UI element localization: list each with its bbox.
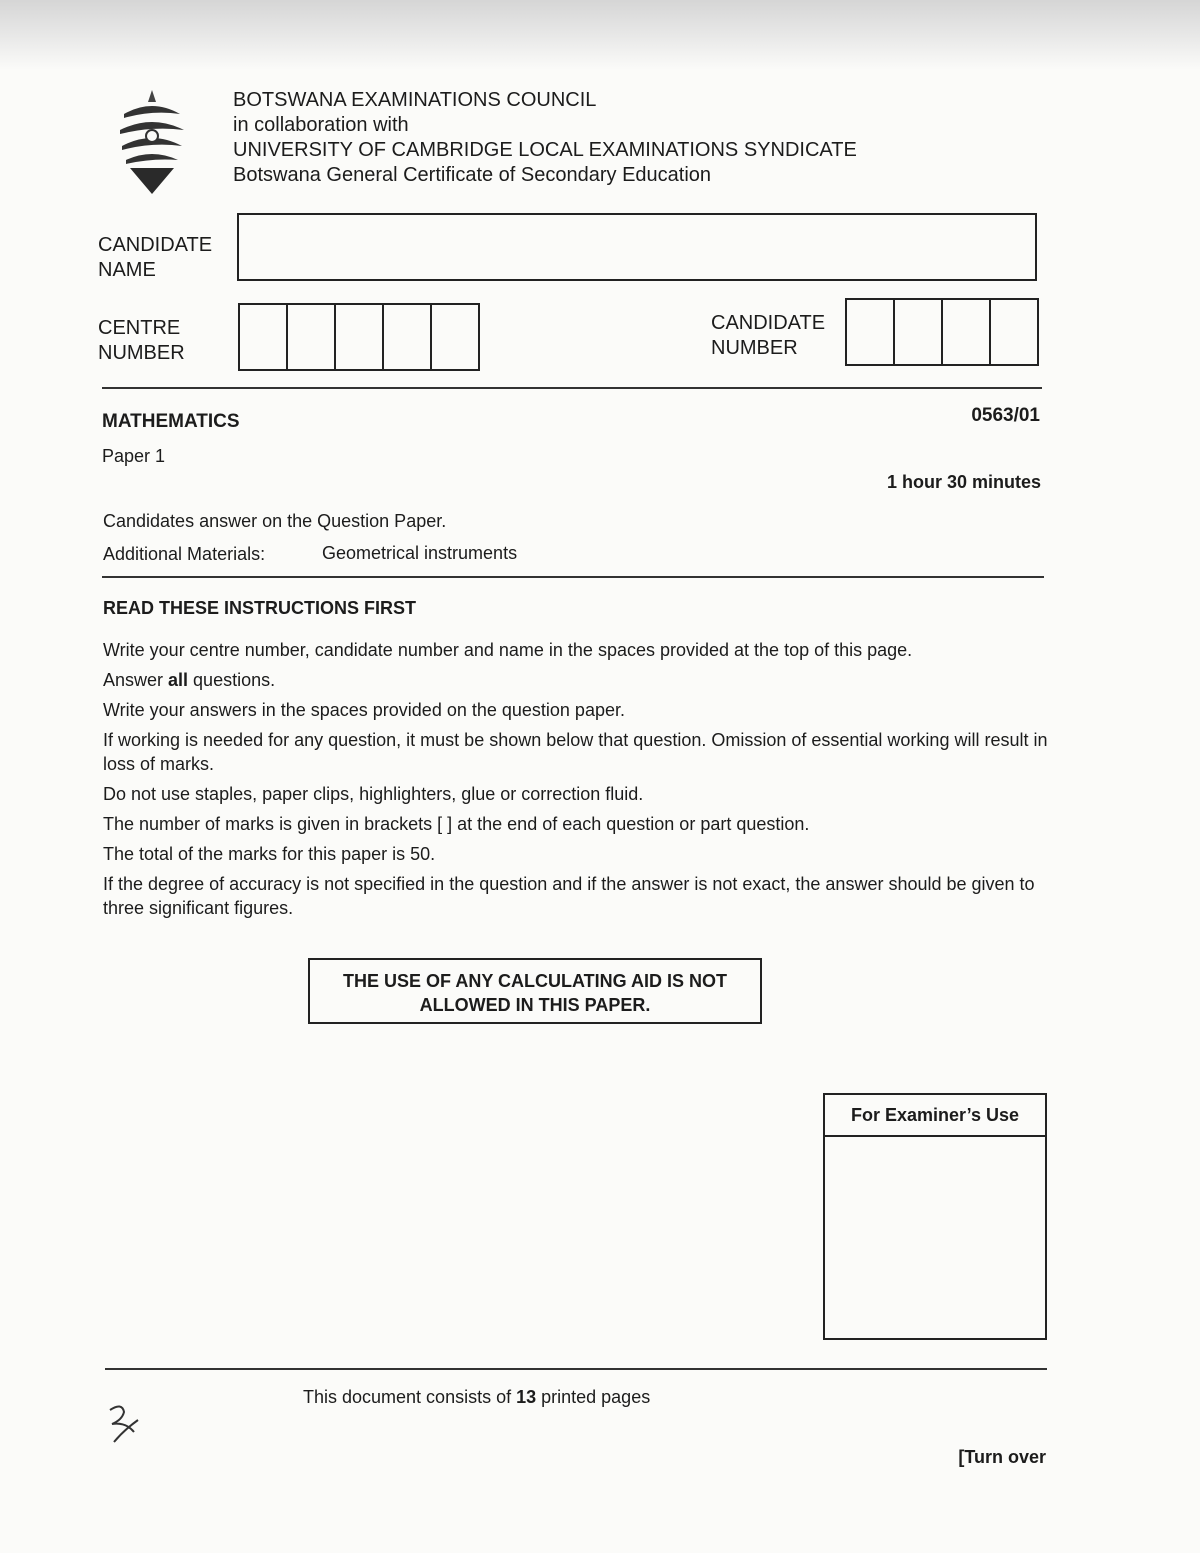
candidate-name-label: CANDIDATE NAME: [98, 234, 213, 281]
header-certificate: Botswana General Certificate of Secondary Education: [233, 164, 712, 186]
centre-digit-box[interactable]: [240, 305, 288, 369]
instruction-item: Write your answers in the spaces provided on the question paper.: [103, 700, 625, 720]
candidate-number-boxes[interactable]: [845, 298, 1039, 366]
examiner-use-heading: For Examiner’s Use: [825, 1095, 1045, 1137]
instruction-item: If the degree of accuracy is not specified in the question and if the answer is not exact, the answer should be given to three significant figures.: [103, 874, 1035, 918]
centre-number-boxes[interactable]: [238, 303, 480, 371]
paper-code: 0563/01: [971, 405, 1040, 426]
instruction-item: Do not use staples, paper clips, highlighters, glue or correction fluid.: [103, 784, 644, 804]
candidate-digit-box[interactable]: [991, 300, 1037, 364]
centre-digit-box[interactable]: [336, 305, 384, 369]
exam-duration: 1 hour 30 minutes: [886, 472, 1041, 492]
turn-over: [Turn over: [958, 1447, 1046, 1467]
instruction-item: The number of marks is given in brackets [ ] at the end of each question or part question.: [103, 814, 810, 834]
council-logo-icon: [116, 88, 188, 196]
instruction-item: The total of the marks for this paper is 50.: [103, 844, 436, 864]
candidate-name-field[interactable]: [237, 213, 1037, 281]
candidate-digit-box[interactable]: [895, 300, 943, 364]
materials-value: Geometrical instruments: [322, 543, 518, 563]
candidate-number-label: CANDIDATE NUMBER: [711, 312, 826, 359]
answer-note: Candidates answer on the Question Paper.: [103, 511, 447, 531]
divider: [105, 1368, 1047, 1370]
calculator-notice: THE USE OF ANY CALCULATING AID IS NOT ALLOWED IN THIS PAPER.: [308, 958, 762, 1024]
candidate-digit-box[interactable]: [943, 300, 991, 364]
centre-digit-box[interactable]: [384, 305, 432, 369]
candidate-digit-box[interactable]: [847, 300, 895, 364]
exam-header: [233, 88, 857, 188]
instruction-item: Write your centre number, candidate number and name in the spaces provided at the top of this page.: [103, 640, 913, 660]
scan-shadow-band: [0, 0, 1200, 70]
subject-title: MATHEMATICS: [102, 411, 240, 432]
handwritten-mark-icon: [104, 1402, 140, 1450]
centre-digit-box[interactable]: [288, 305, 336, 369]
header-collaboration: in collaboration with: [233, 114, 409, 136]
paper-number: Paper 1: [102, 446, 166, 466]
divider: [102, 576, 1044, 578]
centre-digit-box[interactable]: [432, 305, 478, 369]
instruction-item: If working is needed for any question, it must be shown below that question. Omission of essential working will result in loss of marks.: [103, 730, 1048, 774]
materials-label: Additional Materials:: [103, 544, 266, 564]
header-syndicate: UNIVERSITY OF CAMBRIDGE LOCAL EXAMINATIONS SYNDICATE: [233, 139, 857, 161]
examiner-use-box: [823, 1093, 1047, 1340]
header-council: BOTSWANA EXAMINATIONS COUNCIL: [233, 89, 597, 111]
instructions-heading: READ THESE INSTRUCTIONS FIRST: [103, 598, 417, 618]
instruction-item: Answer all questions.: [103, 670, 276, 690]
page-count-note: This document consists of 13 printed pages: [303, 1387, 651, 1407]
divider: [102, 387, 1042, 389]
centre-number-label: CENTRE NUMBER: [98, 317, 185, 364]
instructions-list: [103, 638, 1048, 926]
